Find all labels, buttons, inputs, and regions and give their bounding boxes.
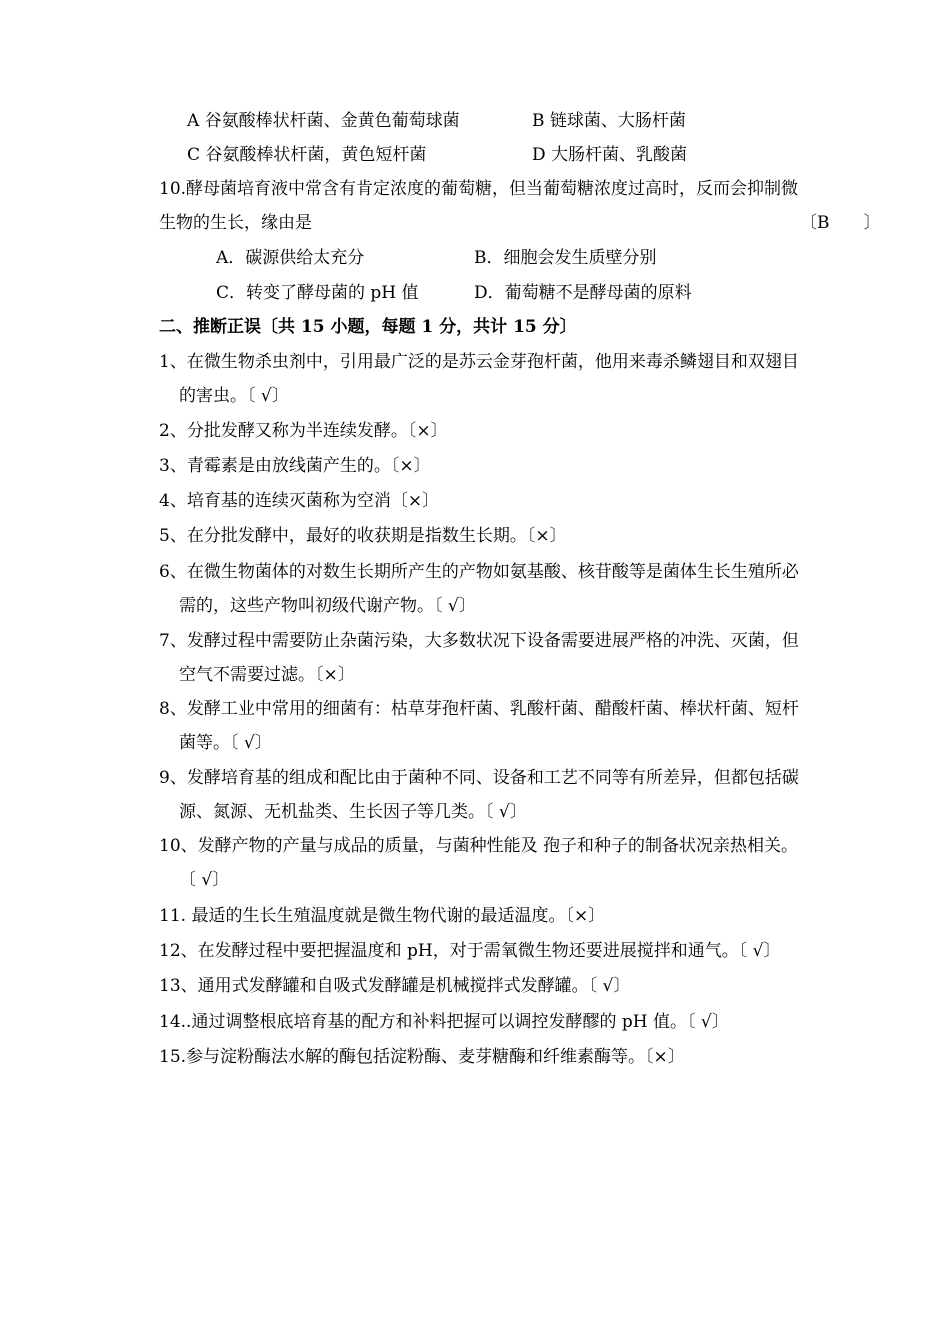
tf-item-13: 13、通用式发酵罐和自吸式发酵罐是机械搅拌式发酵罐。〔 √〕 xyxy=(159,976,631,996)
tf-item-2: 2、分批发酵又称为半连续发酵。〔×〕 xyxy=(159,421,448,441)
tf-item-3: 3、青霉素是由放线菌产生的。〔×〕 xyxy=(159,456,431,476)
section2-heading: 二、推断正误〔共 15 小题，每题 1 分，共计 15 分〕 xyxy=(159,317,577,337)
q10-option-c: C．转变了酵母菌的 pH 值 xyxy=(216,283,419,303)
tf-item-7-line1: 7、发酵过程中需要防止杂菌污染，大多数状况下设备需要进展严格的冲洗、灭菌，但 xyxy=(159,631,799,651)
tf-item-1-line2: 的害虫。〔 √〕 xyxy=(179,386,289,406)
tf-item-12: 12、在发酵过程中要把握温度和 pH，对于需氧微生物还要进展搅拌和通气。〔 √〕 xyxy=(159,941,781,961)
tf-item-8-line2: 菌等。〔 √〕 xyxy=(179,733,272,753)
tf-item-7-line2: 空气不需要过滤。〔×〕 xyxy=(179,665,355,685)
tf-item-11: 11. 最适的生长生殖温度就是微生物代谢的最适温度。〔×〕 xyxy=(159,906,606,926)
q10-option-b: B．细胞会发生质壁分别 xyxy=(474,248,657,268)
tf-item-6-line2: 需的，这些产物叫初级代谢产物。〔 √〕 xyxy=(179,596,476,616)
tf-item-10-line2: 〔 √〕 xyxy=(179,870,230,890)
tf-item-4: 4、培育基的连续灭菌称为空消〔×〕 xyxy=(159,491,440,511)
tf-item-8-line1: 8、发酵工业中常用的细菌有：枯草芽孢杆菌、乳酸杆菌、醋酸杆菌、棒状杆菌、短杆 xyxy=(159,699,799,719)
tf-item-1-line1: 1、在微生物杀虫剂中，引用最广泛的是苏云金芽孢杆菌，他用来毒杀鳞翅目和双翅目 xyxy=(159,352,799,372)
q10-option-d: D．葡萄糖不是酵母菌的原料 xyxy=(474,283,692,303)
q9-option-c: C 谷氨酸棒状杆菌，黄色短杆菌 xyxy=(187,145,427,165)
tf-item-9-line2: 源、氮源、无机盐类、生长因子等几类。〔 √〕 xyxy=(179,802,527,822)
tf-item-5: 5、在分批发酵中，最好的收获期是指数生长期。〔×〕 xyxy=(159,526,567,546)
tf-item-15: 15.参与淀粉酶法水解的酶包括淀粉酶、麦芽糖酶和纤维素酶等。〔×〕 xyxy=(159,1047,685,1067)
tf-item-10-line1: 10、发酵产物的产量与成品的质量，与菌种性能及 孢子和种子的制备状况亲热相关。 xyxy=(159,836,799,856)
q10-stem-line1: 10.酵母菌培育液中常含有肯定浓度的葡萄糖，但当葡萄糖浓度过高时，反而会抑制微 xyxy=(159,179,799,199)
q10-stem-line2: 生物的生长，缘由是 xyxy=(159,213,312,233)
q10-option-a: A．碳源供给太充分 xyxy=(216,248,365,268)
tf-item-9-line1: 9、发酵培育基的组成和配比由于菌种不同、设备和工艺不同等有所差异，但都包括碳 xyxy=(159,768,799,788)
tf-item-6-line1: 6、在微生物菌体的对数生长期所产生的产物如氨基酸、核苷酸等是菌体生长生殖所必 xyxy=(159,562,799,582)
q9-option-d: D 大肠杆菌、乳酸菌 xyxy=(532,145,688,165)
tf-item-14: 14..通过调整根底培育基的配方和补料把握可以调控发酵醪的 pH 值。〔 √〕 xyxy=(159,1012,729,1032)
q9-option-a: A 谷氨酸棒状杆菌、金黄色葡萄球菌 xyxy=(187,111,460,131)
q9-option-b: B 链球菌、大肠杆菌 xyxy=(532,111,686,131)
q10-answer: 〔B 〕 xyxy=(800,213,881,233)
